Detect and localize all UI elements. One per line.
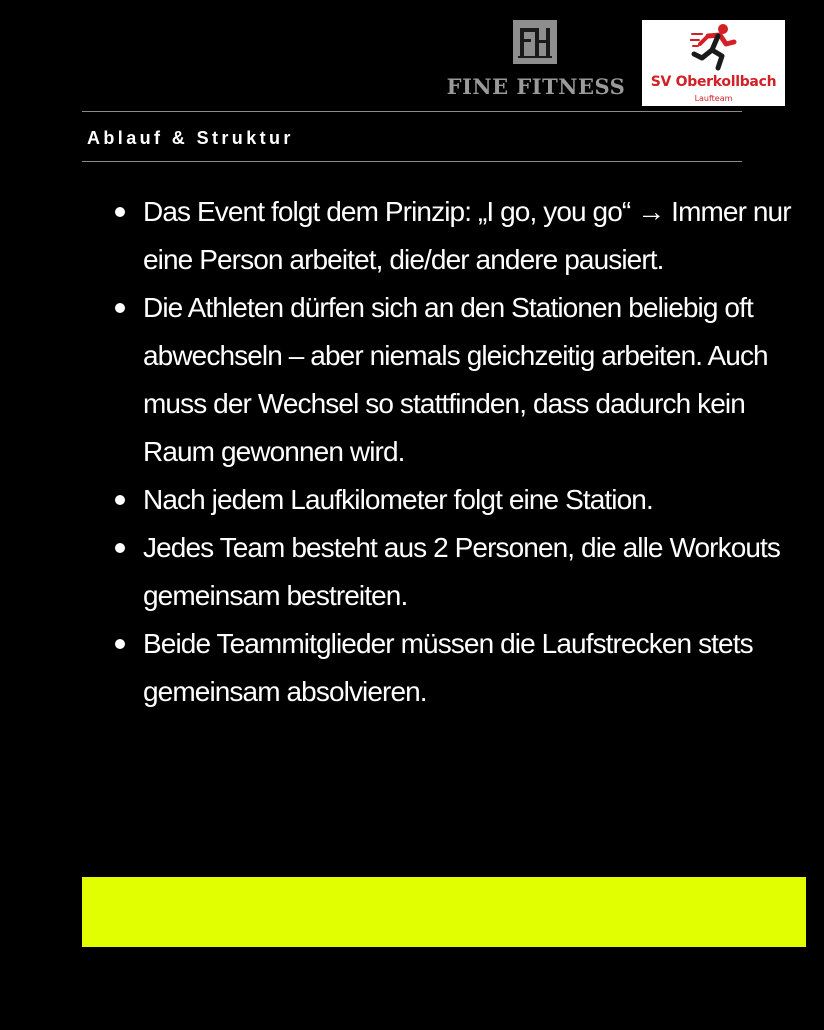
divider-bottom bbox=[82, 161, 742, 162]
sv-logo-subtitle: Laufteam bbox=[694, 94, 733, 103]
list-item-text: Jedes Team besteht aus 2 Personen, die alle Workouts gemeinsam bestreiten. bbox=[143, 532, 781, 611]
list-item-text: Die Athleten dürfen sich an den Stationen beliebig oft abwechseln – aber niemals gleichzeitig arbeiten. Auch muss der Wechsel so stattfinden, dass dadurch kein Raum gewonnen wird. bbox=[143, 292, 768, 467]
sv-oberkollbach-logo bbox=[642, 20, 785, 106]
rules-list bbox=[112, 188, 802, 716]
list-item bbox=[112, 284, 802, 476]
list-item-text: Beide Teammitglieder müssen die Laufstrecken stets gemeinsam absolvieren. bbox=[143, 628, 753, 707]
divider-top bbox=[82, 111, 742, 112]
bullet-dot-icon bbox=[115, 207, 125, 217]
sv-logo-name: SV Oberkollbach bbox=[650, 74, 777, 90]
accent-bar bbox=[82, 877, 806, 947]
bullet-dot-icon bbox=[115, 543, 125, 553]
list-item bbox=[112, 476, 802, 524]
list-item-text: Nach jedem Laufkilometer folgt eine Station. bbox=[143, 484, 653, 515]
list-item-text: Das Event folgt dem Prinzip: „I go, you go“ → Immer nur eine Person arbeitet, die/der andere pausiert. bbox=[143, 196, 791, 275]
bullet-dot-icon bbox=[115, 495, 125, 505]
runner-icon bbox=[690, 22, 738, 72]
fine-fitness-wordmark: FINE FITNESS bbox=[446, 74, 626, 99]
bullet-dot-icon bbox=[115, 639, 125, 649]
list-item bbox=[112, 620, 802, 716]
ff-monogram-icon bbox=[513, 20, 557, 64]
bullet-dot-icon bbox=[115, 303, 125, 313]
list-item bbox=[112, 188, 802, 284]
section-heading: Ablauf & Struktur bbox=[87, 128, 294, 148]
list-item bbox=[112, 524, 802, 620]
fine-fitness-logo bbox=[440, 18, 632, 104]
